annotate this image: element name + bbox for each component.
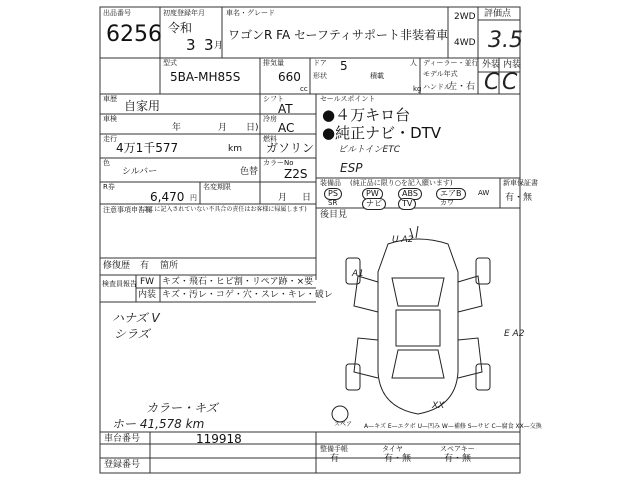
chassis-value: 119918: [196, 432, 242, 446]
drive-2wd: 2WD: [454, 12, 476, 22]
model-label: 車名・グレード: [226, 9, 275, 17]
inspection-day: 日): [246, 123, 259, 133]
type-value: 5BA-MH85S: [170, 70, 241, 84]
load-label: 積載: [370, 72, 384, 80]
door-value: 5: [340, 59, 348, 73]
chassis-label: 車台番号: [104, 434, 141, 444]
equipment-label: 装備品: [320, 179, 341, 187]
mileage-label: 走行: [103, 135, 117, 143]
repair-label: 修復歴: [103, 261, 131, 271]
usage-value: 自家用: [124, 99, 161, 113]
doc-month: 月: [278, 193, 288, 203]
repair-value: 有: [140, 261, 150, 271]
equip-sr: SR: [328, 199, 338, 207]
dealer-label: ディーラー・並行: [423, 59, 479, 67]
shift-label: シフト: [263, 95, 284, 103]
displacement-label: 排気量: [263, 59, 284, 67]
fw-text: キズ・飛石・ヒビ割・リペア跡・×要: [162, 277, 314, 287]
selling-point-handwritten-1: ビルトインETC: [338, 145, 401, 155]
kg-unit: kg: [413, 85, 422, 93]
handwritten-note-2: シラズ: [114, 327, 150, 341]
equip-navi: ナビ: [362, 198, 386, 210]
interior-label: 内装: [503, 60, 522, 70]
notes-sublabel: (ここに記入されていない不具合の責任はお客様に帰属します): [140, 206, 307, 213]
manual-label: 新車保証書: [503, 179, 538, 187]
type-label: 型式: [163, 59, 177, 67]
spare-label: スペア: [334, 421, 353, 428]
reg-month-unit: 月: [214, 41, 224, 51]
inspector-label: 検査員報告: [102, 280, 137, 288]
recycle-label: R券: [103, 183, 115, 191]
equipment-note: (純正品に限り○を記入願います): [350, 179, 453, 187]
color-code: Z2S: [284, 167, 308, 181]
car-diagram: [318, 222, 518, 432]
handle-value: 左・右: [448, 82, 476, 92]
interior-grade: C: [502, 70, 518, 95]
era: 令和: [168, 21, 193, 35]
doc-day: 日: [302, 193, 312, 203]
grade-value: 3.5: [488, 28, 523, 53]
fuel-label: 燃料: [263, 135, 277, 143]
recycle-value: 6,470: [150, 190, 185, 204]
handle-label: ハンドル: [423, 83, 451, 91]
selling-point-2: ●純正ナビ・DTV: [322, 124, 442, 142]
lot-label: 出品番号: [103, 9, 131, 17]
handwritten-note-1: ハナズ V: [112, 311, 160, 325]
grade-label: 評価点: [484, 9, 512, 19]
reg-label: 登録番号: [104, 460, 141, 470]
ac-value: AC: [278, 121, 295, 135]
damage-mark-ea2: E A2: [504, 329, 525, 339]
exterior-label: 外装: [482, 60, 501, 70]
equip-aw: AW: [478, 189, 490, 197]
interior-row-text: キズ・汚レ・コゲ・穴・スレ・キレ・破レ: [162, 290, 333, 300]
color-label: 色: [103, 159, 110, 167]
inspection-label: 車検: [103, 115, 117, 123]
model-year-label: モデル年式: [423, 70, 458, 78]
equip-airbag: エアB: [436, 188, 466, 200]
inspection-month: 月: [218, 123, 228, 133]
damage-mark-a1: A1: [352, 269, 364, 279]
selling-points-label: セールスポイント: [320, 95, 376, 103]
fuel-value: ガソリン: [266, 141, 315, 155]
exterior-grade: C: [484, 70, 500, 95]
damage-mark-xx: XX: [432, 401, 445, 411]
person-unit: 人: [410, 59, 417, 67]
displacement-value: 660: [278, 70, 301, 84]
tire-label: タイヤ: [382, 445, 403, 453]
cc-unit: cc: [300, 85, 308, 93]
warranty-label: 整備手帳: [320, 445, 348, 453]
color-code-label: カラーNo: [263, 159, 294, 167]
spare-key-label: スペアキー: [440, 445, 475, 453]
door-label: ドア: [313, 59, 327, 67]
selling-point-handwritten-2: ESP: [340, 161, 363, 175]
selling-point-1: ●４万キロ台: [322, 106, 411, 124]
lot-number: 6256: [106, 22, 162, 47]
damage-mark-ua2: U A2: [392, 235, 414, 245]
tire-value: 有・無: [384, 454, 412, 464]
usage-label: 車歴: [103, 95, 117, 103]
shift-value: AT: [278, 102, 293, 116]
repair-suffix: 箇所: [160, 261, 179, 271]
fw-label: FW: [140, 277, 155, 287]
mileage-value: 4万1千577: [116, 141, 179, 155]
first-reg-label: 初度登録年月: [163, 9, 205, 17]
color-change-label: 色替: [240, 167, 259, 177]
equip-leather: カワ: [440, 199, 454, 207]
color-value: シルバー: [122, 167, 158, 177]
drive-4wd: 4WD: [454, 38, 476, 48]
km-unit: km: [228, 144, 242, 154]
reg-month: 3: [204, 36, 214, 54]
equip-tv: TV: [398, 198, 416, 210]
equip-abs: ABS: [398, 188, 422, 200]
handwritten-note-3: カラー・キズ: [146, 401, 218, 415]
warranty-value: 有: [330, 454, 340, 464]
inspection-year: 年: [172, 123, 182, 133]
handwritten-note-4: ホー 41,578 km: [112, 417, 205, 431]
equip-pw: PW: [362, 188, 383, 200]
interior-row-label: 内装: [138, 290, 157, 300]
notes-label: 注意事項申告欄: [103, 206, 152, 214]
model-name: ワゴンR FA セーフティサポート非装着車: [228, 28, 448, 42]
ac-label: 冷房: [263, 115, 277, 123]
manual-value: 有・無: [505, 193, 533, 203]
equip-ps: PS: [324, 188, 342, 200]
diagram-label: 後目見: [320, 210, 348, 220]
damage-legend: A—キズ E—エクボ U—凹み W—補修 S—サビ C—腐食 XX—交換: [364, 423, 542, 430]
shape-label: 形状: [313, 72, 327, 80]
yen-unit: 円: [190, 194, 197, 202]
doc-deadline-label: 名変期限: [203, 183, 231, 191]
spare-key-value: 有・無: [444, 454, 472, 464]
reg-year: 3: [186, 36, 196, 54]
